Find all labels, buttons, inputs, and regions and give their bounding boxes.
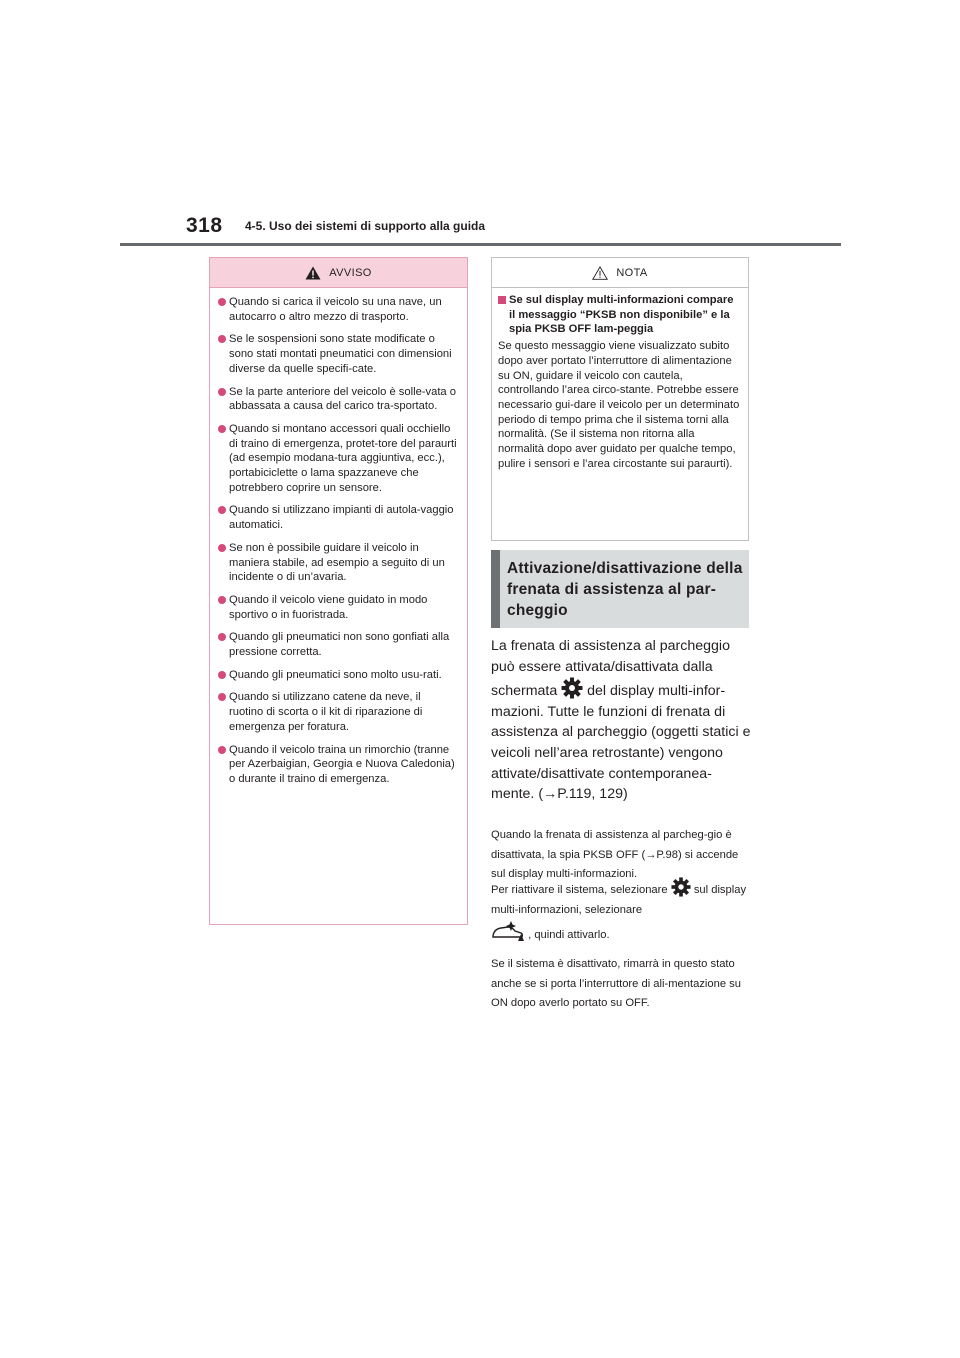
warning-item: Quando si utilizzano impianti di autola-vaggio automatici. (218, 503, 457, 532)
intro-paragraph (491, 636, 753, 805)
car-assist-icon (491, 920, 525, 942)
off-info-paragraph: Quando la frenata di assistenza al parcheg-gio è disattivata, la spia PKSB OFF (→P.98) si accende sul display multi-informazioni. (491, 829, 739, 880)
page-number: 318 (186, 214, 223, 237)
reactivate-text-mid: sul display multi-informazioni, selezionare (491, 884, 747, 916)
warning-header (210, 258, 467, 288)
note-heading: Se sul display multi-informazioni compare il messaggio “PKSB non disponibile” e la spia PKSB OFF lam-peggia (498, 293, 740, 337)
warning-title: AVVISO (329, 266, 372, 279)
note-text: Se questo messaggio viene visualizzato subito dopo aver portato l’interruttore di alimentazione su ON, guidare il veicolo con cautela, controllando l’area circo-stante. Potrebbe essere necessario gui-dare il veicolo per un determinato periodo di tempo prima che il sistema torni alla normalità. (Se il sistema non ritorna alla normalità dopo aver guidato per qualche tempo, pulire i sensori e l’area circostante sui paraurti). (498, 340, 740, 470)
warning-triangle-icon (305, 266, 321, 280)
note-triangle-icon (592, 266, 608, 280)
gear-icon (671, 877, 691, 897)
header-rule (120, 243, 841, 246)
warning-item: Quando il veicolo viene guidato in modo sportivo o in fuoristrada. (218, 593, 457, 622)
warning-item: Quando si utilizzano catene da neve, il ruotino di scorta o il kit di riparazione di emergenza per foratura. (218, 690, 457, 734)
section-title: Attivazione/disattivazione della frenata di assistenza al par-cheggio (507, 560, 743, 619)
note-body (492, 288, 748, 471)
note-title: NOTA (616, 266, 648, 279)
warning-item: Quando il veicolo traina un rimorchio (tranne per Azerbaigian, Georgia e Nuova Caledonia) o durante il traino di emergenza. (218, 743, 457, 787)
note-header (492, 258, 748, 288)
gear-icon (561, 677, 583, 699)
section-title-box (491, 550, 749, 628)
warning-item: Quando si montano accessori quali occhiello di traino di emergenza, protet-tore del paraurti (ad esempio modana-tura aggiuntiva, ecc.), portabiciclette o lama spazzaneve che potrebbero coprire un sensore. (218, 422, 457, 496)
intro-text-post: del display multi-infor-mazioni. Tutte le funzioni di frenata di assistenza al parcheggio (oggetti statici e veicoli nell’area retrostante) vengono attivate/disattivate contemporanea-mente. (→P.119, 129) (491, 683, 751, 803)
warning-item: Quando si carica il veicolo su una nave, un autocarro o altro mezzo di trasporto. (218, 295, 457, 324)
note-box (491, 257, 749, 541)
warning-list (210, 288, 467, 787)
reactivate-paragraph (491, 877, 753, 946)
reactivate-text-pre: Per riattivare il sistema, selezionare (491, 884, 668, 896)
warning-item: Se le sospensioni sono state modificate o sono stati montati pneumatici con dimensioni diverse da quelle specifi-cate. (218, 332, 457, 376)
warning-item: Se la parte anteriore del veicolo è solle-vata o abbassata a causa del carico tra-sportato. (218, 385, 457, 414)
warning-item: Se non è possibile guidare il veicolo in maniera stabile, ad esempio a seguito di un incidente o di un’avaria. (218, 541, 457, 585)
section-header: 4-5. Uso dei sistemi di supporto alla guida (245, 219, 486, 233)
intro-text-pre: La frenata di assistenza al parcheggio può essere attivata/disattivata dalla schermata (491, 638, 730, 700)
reactivate-text-post: , quindi attivarlo. (528, 929, 610, 941)
warning-item: Quando gli pneumatici non sono gonfiati alla pressione corretta. (218, 630, 457, 659)
warning-box (209, 257, 468, 925)
persist-paragraph: Se il sistema è disattivato, rimarrà in questo stato anche se si porta l’interruttore di ali-mentazione su ON dopo averlo portato su OFF. (491, 958, 741, 1009)
warning-item: Quando gli pneumatici sono molto usu-rati. (218, 668, 457, 683)
